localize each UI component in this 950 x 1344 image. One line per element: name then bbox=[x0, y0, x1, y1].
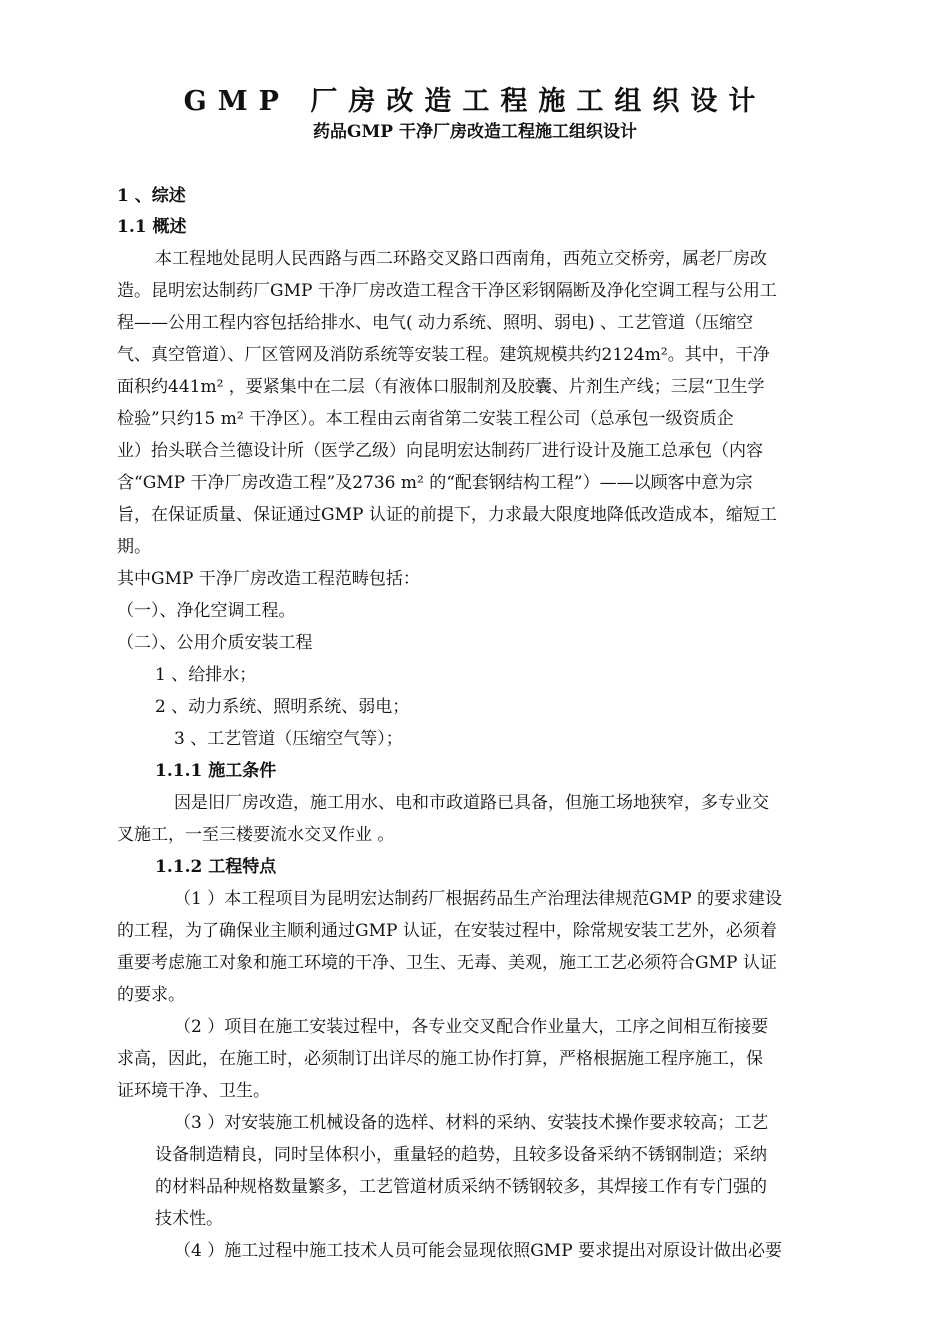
scope-subitem: 2 、动力系统、照明系统、弱电； bbox=[155, 697, 410, 717]
feature-line: （3 ）对安装施工机械设备的选样、材料的采纳、安装技术操作要求较高；工艺 bbox=[174, 1113, 769, 1133]
paragraph-line: 期。 bbox=[117, 537, 151, 557]
section-heading-1-1-1: 1.1.1 施工条件 bbox=[155, 761, 277, 781]
scope-item: （二）、公用介质安装工程 bbox=[117, 633, 313, 653]
paragraph-line: 程——公用工程内容包括给排水、电气( 动力系统、照明、弱电) 、工艺管道（压缩空 bbox=[117, 313, 754, 333]
paragraph-line: 因是旧厂房改造，施工用水、电和市政道路已具备，但施工场地狭窄，多专业交 bbox=[174, 793, 769, 813]
paragraph-line: 业）抬头联合兰德设计所（医学乙级）向昆明宏达制药厂进行设计及施工总承包（内容 bbox=[117, 441, 763, 461]
feature-line: 的材料品种规格数量繁多，工艺管道材质采纳不锈钢较多，其焊接工作有专门强的 bbox=[155, 1177, 767, 1197]
feature-line: （1 ）本工程项目为昆明宏达制药厂根据药品生产治理法律规范GMP 的要求建设 bbox=[174, 889, 783, 909]
feature-line: 求高，因此，在施工时，必须制订出详尽的施工协作打算，严格根据施工程序施工，保 bbox=[117, 1049, 763, 1069]
section-heading-1-1-2: 1.1.2 工程特点 bbox=[155, 857, 277, 877]
paragraph-line: 面积约441m² ，要紧集中在二层（有液体口服制剂及胶囊、片剂生产线；三层“卫生学 bbox=[117, 377, 765, 397]
paragraph-line: 造。昆明宏达制药厂GMP 干净厂房改造工程含干净区彩钢隔断及净化空调工程与公用工 bbox=[117, 281, 777, 301]
paragraph-line: 含“GMP 干净厂房改造工程”及2736 m² 的“配套钢结构工程”）——以顾客中意为宗 bbox=[117, 473, 753, 493]
scope-subitem: 1 、给排水； bbox=[155, 665, 257, 685]
scope-item: （一）、净化空调工程。 bbox=[117, 601, 296, 621]
section-heading-1-1: 1.1 概述 bbox=[117, 217, 187, 237]
feature-line: 重要考虑施工对象和施工环境的干净、卫生、无毒、美观，施工工艺必须符合GMP 认证 bbox=[117, 953, 777, 973]
scope-subitem: 3 、工艺管道（压缩空气等）； bbox=[174, 729, 403, 749]
paragraph-line: 本工程地处昆明人民西路与西二环路交叉路口西南角，西苑立交桥旁，属老厂房改 bbox=[155, 249, 767, 269]
document-subtitle: 药品GMP 干净厂房改造工程施工组织设计 bbox=[312, 122, 638, 142]
document-title: GMP 厂房改造工程施工组织设计 bbox=[183, 86, 767, 117]
feature-line: （2 ）项目在施工安装过程中，各专业交叉配合作业量大，工序之间相互衔接要 bbox=[174, 1017, 769, 1037]
feature-line: 证环境干净、卫生。 bbox=[117, 1081, 270, 1101]
paragraph-line: 检验”只约15 m² 干净区）。本工程由云南省第二安装工程公司（总承包一级资质企 bbox=[117, 409, 734, 429]
feature-line: 设备制造精良，同时呈体积小，重量轻的趋势，且较多设备采纳不锈钢制造；采纳 bbox=[155, 1145, 767, 1165]
paragraph-line: 旨，在保证质量、保证通过GMP 认证的前提下，力求最大限度地降低改造成本，缩短工 bbox=[117, 505, 777, 525]
feature-line: 的工程，为了确保业主顺利通过GMP 认证，在安装过程中，除常规安装工艺外，必须着 bbox=[117, 921, 777, 941]
paragraph-line: 气、真空管道）、厂区管网及消防系统等安装工程。建筑规模共约2124m²。其中，干净 bbox=[117, 345, 770, 365]
paragraph-line: 叉施工，一至三楼要流水交叉作业 。 bbox=[117, 825, 395, 845]
feature-line: （4 ）施工过程中施工技术人员可能会显现依照GMP 要求提出对原设计做出必要 bbox=[174, 1241, 783, 1261]
feature-line: 技术性。 bbox=[155, 1209, 223, 1229]
scope-intro: 其中GMP 干净厂房改造工程范畴包括： bbox=[117, 569, 420, 589]
feature-line: 的要求。 bbox=[117, 985, 185, 1005]
section-heading-1: 1 、综述 bbox=[117, 186, 186, 206]
